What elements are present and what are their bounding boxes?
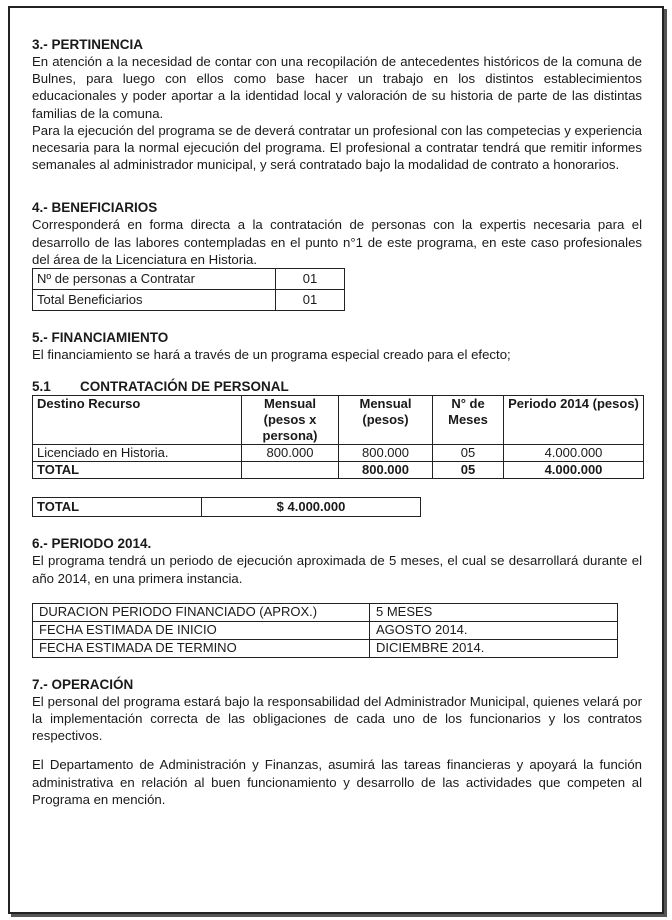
column-header: Mensual (pesos) — [339, 396, 433, 445]
table-cell-value: AGOSTO 2014. — [370, 621, 618, 639]
table-cell: TOTAL — [33, 462, 242, 479]
table-row — [33, 498, 421, 517]
table-cell-label: DURACION PERIODO FINANCIADO (APROX.) — [33, 603, 370, 621]
section-5-paragraph: El financiamiento se hará a través de un programa especial creado para el efecto; — [32, 347, 511, 363]
section-4-heading: 4.- BENEFICIARIOS — [32, 200, 158, 216]
section-4-paragraph: Corresponderá en forma directa a la contratación de personas con la expertis necesaria para el desarrollo de las labores contempladas en el punto n°1 de este programa, en este caso profesionales del área de la Licenciatura en Historia. — [32, 217, 642, 267]
table-cell-label: Total Beneficiarios — [33, 290, 276, 311]
contracting-table — [32, 395, 644, 479]
table-row — [33, 603, 618, 621]
table-header-row — [33, 396, 644, 445]
table-row — [33, 621, 618, 639]
table-total-row — [33, 462, 644, 479]
section-3-heading: 3.- PERTINENCIA — [32, 37, 144, 52]
document-content — [32, 36, 642, 808]
table-cell: 800.000 — [339, 462, 433, 479]
period-table — [32, 603, 618, 658]
section-3-paragraph-1: En atención a la necesidad de contar con una recopilación de antecedentes históricos de la comuna de Bulnes, para luego con ellos como base hacer un trabajo en los distintos establecimientos educacionales y poder aportar a la identidad local y valoración de su historia de parte de las distintas familias de la comuna. — [32, 54, 642, 121]
section-6-heading: 6.- PERIODO 2014. — [32, 536, 152, 552]
table-cell-value: DICIEMBRE 2014. — [370, 639, 618, 657]
grand-total-value: $ 4.000.000 — [202, 498, 421, 517]
table-row — [33, 639, 618, 657]
table-cell-value: 01 — [276, 269, 345, 290]
section-3-paragraph-2: Para la ejecución del programa se de deverá contratar un profesional con las competecias y experiencia necesaria para la normal ejecución del programa. El profesional a contratar tendrá que remitir informes semanales al administrador municipal, y será contratado bajo la modalidad de contrato a honorarios. — [32, 122, 642, 173]
table-cell: 800.000 — [339, 445, 433, 462]
page-frame — [8, 6, 664, 914]
subsection-title: CONTRATACIÓN DE PERSONAL — [80, 379, 289, 395]
table-cell: 05 — [433, 462, 504, 479]
table-cell: 4.000.000 — [504, 462, 644, 479]
column-header: N° de Meses — [433, 396, 504, 445]
table-cell-label: FECHA ESTIMADA DE TERMINO — [33, 639, 370, 657]
table-cell: 05 — [433, 445, 504, 462]
column-header: Periodo 2014 (pesos) — [504, 396, 644, 445]
column-header: Destino Recurso — [33, 396, 242, 445]
section-7-heading: 7.- OPERACIÓN — [32, 676, 134, 692]
grand-total-label: TOTAL — [33, 498, 202, 517]
column-header: Mensual (pesos x persona) — [242, 396, 339, 445]
section-5-heading: 5.- FINANCIAMIENTO — [32, 330, 169, 346]
section-6-paragraph: El programa tendrá un periodo de ejecución aproximada de 5 meses, el cual se desarrollará durante el año 2014, en una primera instancia. — [32, 553, 642, 586]
subsection-number: 5.1 — [32, 379, 51, 395]
table-row — [33, 445, 644, 462]
table-cell-value: 01 — [276, 290, 345, 311]
table-cell-label: Nº de personas a Contratar — [33, 269, 276, 290]
table-row — [33, 290, 345, 311]
table-cell: 4.000.000 — [504, 445, 644, 462]
section-7-paragraph-1: El personal del programa estará bajo la responsabilidad del Administrador Municipal, quienes velará por la implementación correcta de las obligaciones de cada uno de los funcionarios y los contratos respectivos. — [32, 693, 642, 744]
table-row — [33, 269, 345, 290]
beneficiaries-table — [32, 268, 345, 311]
section-7-paragraph-2: El Departamento de Administración y Finanzas, asumirá las tareas financieras y apoyará la función administrativa en relación al buen funcionamiento y desarrollo de las actividades que competen al Programa en mención. — [32, 757, 642, 807]
grand-total-table — [32, 497, 421, 517]
table-cell — [242, 462, 339, 479]
table-cell: 800.000 — [242, 445, 339, 462]
table-cell: Licenciado en Historia. — [33, 445, 242, 462]
table-cell-value: 5 MESES — [370, 603, 618, 621]
table-cell-label: FECHA ESTIMADA DE INICIO — [33, 621, 370, 639]
subsection-5-1-heading — [32, 378, 642, 395]
